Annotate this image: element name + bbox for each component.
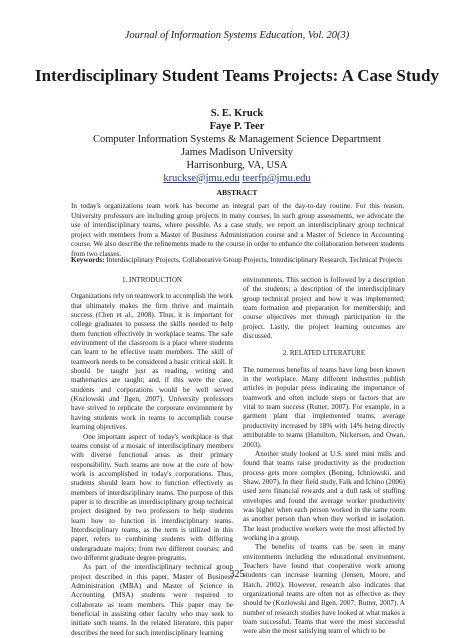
- author-university: James Madison University: [181, 147, 293, 158]
- author-name-2: Faye P. Teer: [209, 121, 265, 132]
- intro-paragraph-1: Organizations rely on teamwork to accomplish the work that ultimately makes the firm thrive and maintain success (Chen et al., 2008). Thus, it is important for college graduates to possess the skills needed to help them function effectively in workplace teams. The safe environment of the classroom is a place where students can learn to be effective team members. The skill of teamwork needs to be considered a basic critical skill. It should be taught just as reading, writing and mathematics are taught; and, if this were the case, students and corporations would be well served (Kozlowski and Ilgen, 2007). University professors have strived to replicate the corporate environment by having students work in teams to accomplish course learning objectives.: [71, 292, 233, 432]
- abstract-text: In today's organizations team work has become an integral part of the day-to-day routine. For this reason, University professors are including group projects in many courses. In such group assessments, we advocate the use of interdisciplinary teams, where possible. As a case study, we report an interdisciplinary group technical project with members from a Master of Business Administration course and a Master of Science in Accounting course. We also describe the refinements made to the course in order to enhance the collaboration between students from two classes.: [71, 202, 404, 258]
- author-department: Computer Information Systems & Management Science Department: [92, 134, 382, 145]
- right-column: [243, 276, 405, 637]
- section-spacer: [243, 341, 405, 349]
- author-block: [0, 107, 474, 185]
- author-city: Harrisonburg, VA, USA: [186, 160, 288, 171]
- paper-title: Interdisciplinary Student Teams Projects: A Case Study: [35, 66, 439, 85]
- keywords-label: Keywords:: [71, 256, 105, 264]
- abstract-heading: ABSTRACT: [216, 188, 258, 197]
- keywords-text: Interdisciplinary Projects, Collaborative Group Projects, Interdisciplinary Research, Technical Projects: [104, 256, 403, 264]
- intro-paragraph-continued: environments. This section is followed by a description of the students; a description of the interdisciplinary group technical project and how it was implemented; team formation and preparation for membership; and course objectives met through participation in the project. Lastly, the project learning outcomes are discussed.: [243, 276, 405, 341]
- literature-paragraph-2: Another study looked at U.S. steel mini mills and found that teams raise productivity as the production process gets more complex (Boning, Ichniowski, and Shaw, 2007). In their field study, Falk and Ichino (2006) used zero financial rewards and a dull task of stuffing envelopes and found the average worker productivity was higher when each person worked in the same room as another person than when they worked in isolation. The least productive workers were the most affected by working in a group.: [243, 449, 405, 542]
- author-name-1: S. E. Kruck: [210, 108, 264, 119]
- email-link-2[interactable]: teerfp@jmu.edu: [242, 173, 311, 184]
- keywords: [71, 256, 404, 266]
- email-link-1[interactable]: kruckse@jmu.edu: [163, 173, 240, 184]
- author-emails: [0, 172, 474, 185]
- literature-paragraph-3: The benefits of teams can be seen in many environments including the educational environment. Teachers have found that cooperative work among students can increase learning (Jensen, Moore, and Hatch, 2002). However, research also indicates that organizational teams are often not as effective as they should be (Kozlowski and Ilgen, 2007; Rutter, 2007). A number of research studies have looked at what makes a team successful. Teams that were the most successful were also the most satisfying team of which to be: [243, 543, 405, 636]
- journal-header: Journal of Information Systems Education, Vol. 20(3): [124, 30, 350, 41]
- section-heading-introduction: 1. INTRODUCTION: [122, 276, 182, 284]
- left-column: [71, 276, 233, 638]
- page-number: 325: [229, 569, 245, 580]
- literature-paragraph-1: The numerous benefits of teams have long been known in the workplace. Many different industries publish articles in popular press indicating the importance of teamwork and often include steps or factors that are vital to team success (Rutter, 2007). For example, in a garment plant that implemented teams, average productivity increased by 18% with 14% being directly attributable to teams (Hamilton, Nickerson, and Owan, 2003).: [243, 365, 405, 449]
- intro-paragraph-2: One important aspect of today's workplace is that teams consist of a mosaic of interdisciplinary members with diverse functional areas as their primary responsibility. Such teams are now at the core of how work is accomplished in today's corporations. Thus, students should learn how to function effectively as members of interdisciplinary teams. The purpose of this paper is to describe an interdisciplinary group technical project designed by two professors to help students learn how to function in interdisciplinary teams. Interdisciplinary teams, as the term is utilized in this paper, refers to combining students with differing undergraduate majors; from two different courses; and two different graduate degree programs.: [71, 432, 233, 562]
- section-heading-related-literature: 2. RELATED LITERATURE: [282, 349, 366, 358]
- intro-paragraph-3: As part of the interdisciplinary technical group project described in this paper, Master of Business Administration (MBA) and Master of Science in Accounting (MSA) students were required to collaborate as team members. This paper may be beneficial in assisting other faculty who may seek to initiate such teams. In the related literature, this paper describes the need for such interdisciplinary learning: [71, 563, 233, 637]
